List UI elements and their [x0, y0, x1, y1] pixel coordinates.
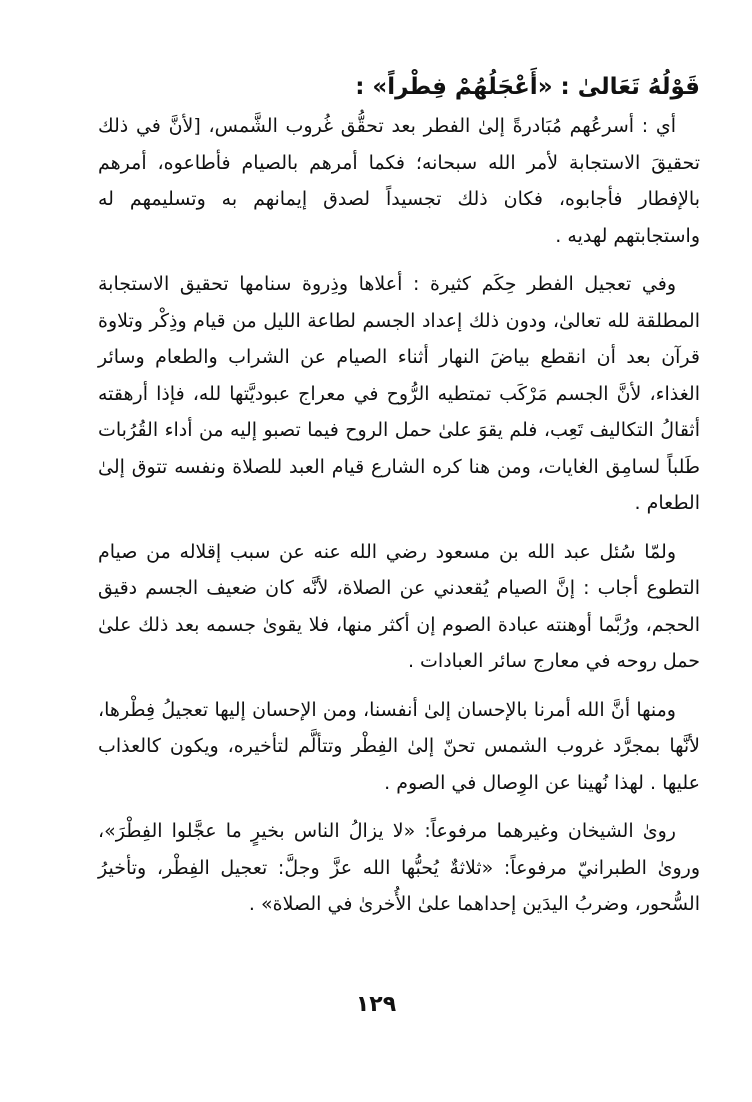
paragraph-4: ومنها أنَّ الله أمرنا بالإحسان إلىٰ أنفسنا، ومن الإحسان إليها تعجيلُ فِطْرها، لأنَّها بمجرَّد غروب الشمس تحنّ إلىٰ الفِطْر وتتألَّم لتأخيره، ويكون كالعذاب عليها . لهذا نُهينا عن الوِصال في الصوم .	[98, 698, 700, 794]
paragraph-1: أي : أسرعُهم مُبَادرةً إلىٰ الفطر بعد تحقُّق غُروب الشَّمس، [لأنَّ في ذلك تحقيقَ الاستجابة لأمر الله سبحانه؛ فكما أمرهم بالصيام فأطاعوه، أمرهم بالإفطار فأجابوه، فكان ذلك تجسيداً لصدق إيمانهم به وتسليمهم له واستجابتهم لهديه .	[98, 115, 700, 247]
section-heading: قَوْلُهُ تَعَالىٰ : «أَعْجَلُهُمْ فِطْراً» :	[355, 74, 700, 100]
paragraph-3: ولمّا سُئل عبد الله بن مسعود رضي الله عنه عن سبب إقلاله من صيام التطوع أجاب : إنَّ الصيام يُقعدني عن الصلاة، لأنَّه كان ضعيف الجسم دقيق الحجم، ورُبَّما أوهنته عبادة الصوم إن أكثر منها، فلا يقوىٰ جسمه بعد ذلك علىٰ حمل روحه في معارج سائر العبادات .	[98, 540, 700, 672]
paragraph-2: وفي تعجيل الفطر حِكَم كثيرة : أعلاها وذِروة سنامها تحقيق الاستجابة المطلقة لله تعالىٰ، ودون ذلك إعداد الجسم لطاعة الليل من قيام وذِكْر وتلاوة قرآن بعد أن انقطع بياضَ النهار أثناء الصيام عن الشراب والطعام وسائر الغذاء، لأنَّ الجسم مَرْكَب تمتطيه الرُّوح في معراج عبوديَّتها لله، فإذا أرهقته أثقالُ التكاليف تَعِب، فلم يقوَ علىٰ حمل الروح فيما تصبو إليه من أداء القُرُبات طَلباً لسامِق الغايات، ومن هنا كره الشارع قيام العبد للصلاة ونفسه تتوق إلىٰ الطعام .	[98, 273, 700, 514]
page-content	[98, 70, 700, 935]
paragraph-5: روىٰ الشيخان وغيرهما مرفوعاً: «لا يزالُ الناس بخيرٍ ما عجَّلوا الفِطْرَ»، وروىٰ الطبرانيّ مرفوعاً: «ثلاثةٌ يُحبُّها الله عزَّ وجلَّ: تعجيل الفِطْر، وتأخيرُ السُّحور، وضربُ اليدَين إحداهما علىٰ الأُخرىٰ في الصلاة» .	[98, 820, 700, 915]
page-number: ١٢٩	[355, 992, 397, 1017]
